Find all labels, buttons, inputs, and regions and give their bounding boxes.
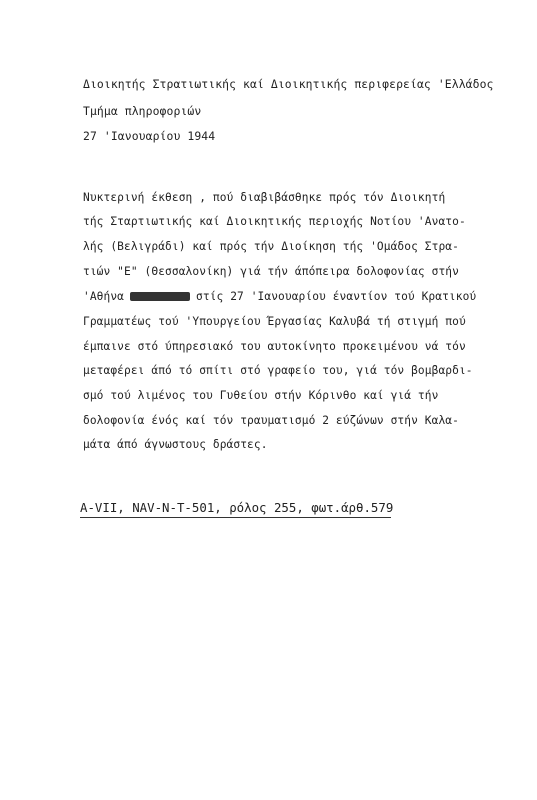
archive-reference: A-VII, NAV-N-T-501, ρόλος 255, φωτ.άρθ.579	[80, 500, 394, 515]
body-line-3: λής (Βελιγράδι) καί πρός τήν Διοίκηση τής 'Ομάδος Στρα-	[83, 240, 459, 253]
body-line-10: δολοφονία ένός καί τόν τραυματισμό 2 εύζώνων στήν Καλα-	[83, 414, 459, 427]
body-line-11: μάτα άπό άγνωστους δράστες.	[83, 438, 268, 451]
header-authority: Διοικητής Στρατιωτικής καί Διοικητικής περιφερείας 'Ελλάδος	[83, 77, 494, 91]
body-line-6: Γραμματέως τού 'Υπουργείου Έργασίας Καλυβά τή στιγμή πού	[83, 315, 466, 328]
body-line-9: σμό τού λιμένος του Γυθείου στήν Κόρινθο καί γιά τήν	[83, 389, 439, 402]
body-line-5-start: 'Αθήνα	[83, 290, 125, 303]
body-line-5-end: στίς 27 'Ιανουαρίου έναντίον τού Κρατικού	[196, 290, 477, 303]
header-department: Τμήμα πληροφοριών	[83, 104, 202, 118]
body-line-8: μεταφέρει άπό τό σπίτι στό γραφείο του, γιά τόν βομβαρδι-	[83, 364, 473, 377]
body-line-5	[83, 290, 476, 304]
body-line-2: τής Σταρτιωτικής καί Διοικητικής περιοχής Νοτίου 'Ανατο-	[83, 215, 466, 228]
body-line-1: Νυκτερινή έκθεση , πού διαβιβάσθηκε πρός τόν Διοικητή	[83, 191, 446, 204]
redaction-mark	[130, 292, 190, 301]
body-line-7: έμπαινε στό ύπηρεσιακό του αυτοκίνητο προκειμένου νά τόν	[83, 340, 466, 353]
header-date: 27 'Ιανουαρίου 1944	[83, 129, 216, 143]
reference-underline	[80, 517, 391, 518]
body-line-4: τιών "Ε" (Θεσσαλονίκη) γιά τήν άπόπειρα δολοφονίας στήν	[83, 265, 459, 278]
